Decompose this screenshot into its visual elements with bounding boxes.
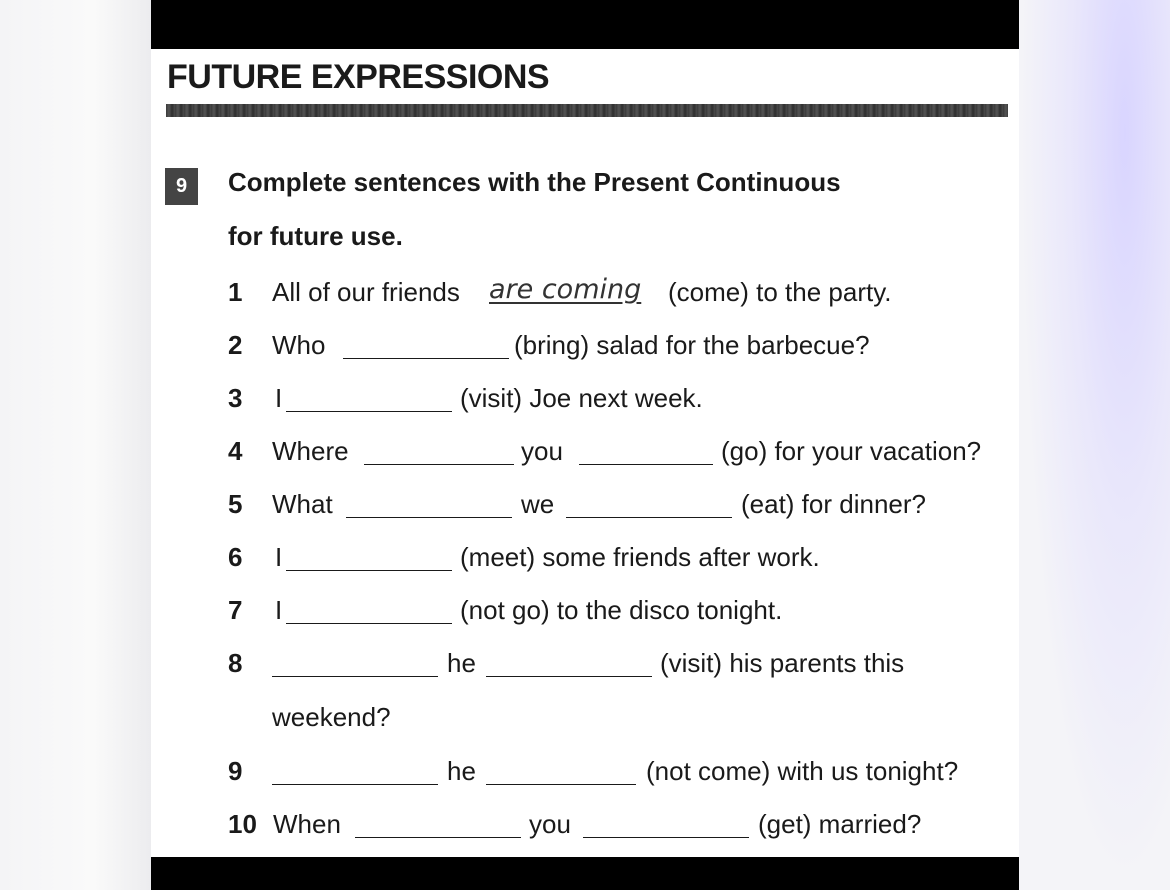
sentence-text: (not go) to the disco tonight. [460, 595, 783, 625]
sentence-text: (eat) for dinner? [741, 489, 926, 519]
sentence-text: I [275, 383, 283, 413]
background-tint [1019, 0, 1170, 890]
answer-blank[interactable] [355, 837, 521, 838]
sentence-1 [151, 272, 1019, 312]
sentence-text: Where [272, 436, 349, 466]
sentence-text: (bring) salad for the barbecue? [514, 330, 870, 360]
item-number: 8 [228, 648, 243, 678]
sentence-text: (visit) Joe next week. [460, 383, 703, 413]
answer-blank[interactable] [286, 411, 452, 412]
item-number: 5 [228, 489, 243, 519]
answer-blank[interactable] [346, 517, 512, 518]
sentence-text: (not come) with us tonight? [646, 756, 959, 786]
sentence-3 [151, 378, 1019, 418]
exercise-number-badge: 9 [165, 168, 198, 205]
sentence-2 [151, 325, 1019, 365]
sentence-8 [151, 643, 1019, 683]
item-number: 9 [228, 756, 243, 786]
sentence-text: I [275, 542, 283, 572]
handwritten-answer: are coming [489, 274, 642, 305]
sentence-text: he [447, 648, 476, 678]
sentence-text: What [272, 489, 333, 519]
sentence-7 [151, 590, 1019, 630]
item-number: 4 [228, 436, 243, 466]
answer-blank[interactable] [486, 784, 636, 785]
top-black-bar [151, 0, 1019, 49]
sentence-text: (come) to the party. [668, 277, 892, 307]
answer-blank[interactable] [583, 837, 749, 838]
sentence-5 [151, 484, 1019, 524]
sentence-text: we [521, 489, 555, 519]
sentence-10 [151, 804, 1019, 844]
worksheet-page [151, 0, 1019, 890]
page-title: FUTURE EXPRESSIONS [167, 58, 550, 96]
sentence-9 [151, 751, 1019, 791]
item-number: 6 [228, 542, 243, 572]
item-number: 3 [228, 383, 243, 413]
sentence-8-continued [151, 697, 1019, 737]
item-number: 7 [228, 595, 243, 625]
sentence-text: Who [272, 330, 326, 360]
answer-blank[interactable] [286, 570, 452, 571]
sentence-text: I [275, 595, 283, 625]
sentence-text: you [529, 809, 571, 839]
answer-blank[interactable] [272, 676, 438, 677]
answer-blank[interactable] [286, 623, 452, 624]
sentence-text: (meet) some friends after work. [460, 542, 820, 572]
sentence-4 [151, 431, 1019, 471]
sentence-text: he [447, 756, 476, 786]
title-rule [166, 104, 1008, 117]
sentence-text: (get) married? [758, 809, 922, 839]
answer-blank[interactable] [486, 676, 652, 677]
item-number: 2 [228, 330, 243, 360]
sentence-text: All of our friends [272, 277, 460, 307]
sentence-text: weekend? [272, 702, 391, 732]
sentence-text: you [521, 436, 563, 466]
sentence-6 [151, 537, 1019, 577]
item-number: 10 [228, 809, 257, 839]
sentence-text: (visit) his parents this [660, 648, 905, 678]
item-number: 1 [228, 277, 243, 307]
answer-blank[interactable] [343, 358, 509, 359]
answer-blank[interactable] [579, 464, 713, 465]
answer-blank[interactable] [272, 784, 438, 785]
bottom-black-bar [151, 857, 1019, 890]
instruction-text-continued: for future use. [228, 221, 403, 251]
sentence-text: (go) for your vacation? [721, 436, 982, 466]
answer-blank[interactable] [566, 517, 732, 518]
sentence-text: When [273, 809, 341, 839]
answer-blank[interactable] [364, 464, 514, 465]
instruction-text: Complete sentences with the Present Continuous [228, 167, 841, 197]
